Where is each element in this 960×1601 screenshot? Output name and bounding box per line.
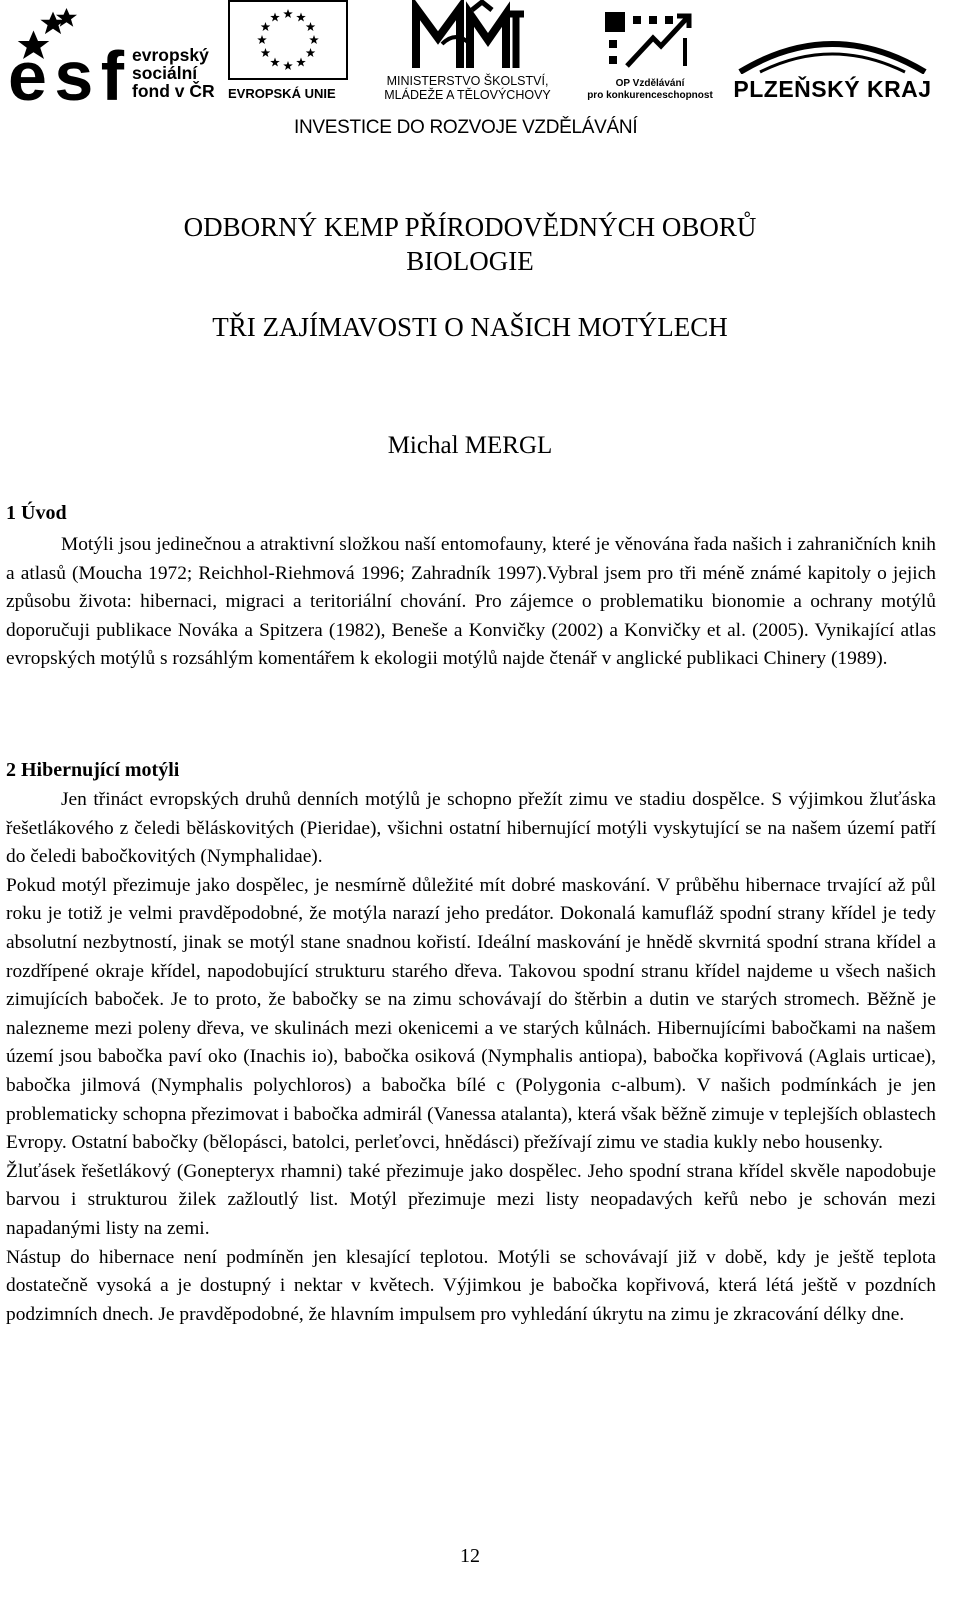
section-body [6,786,936,1329]
esf-caption-line: sociální [132,63,198,83]
paragraph: Jen třináct evropských druhů denních motýlů je schopno přežít zimu ve stadiu dospělce. S výjimkou žluťáska řešetlákového z čeledi běláskovitých (Pieridae), všichni ostatní hibernující motýli vyskytující se na našem území patří do čeledi babočkovitých (Nymphalidae). [6,789,936,868]
paragraph: Nástup do hibernace není podmíněn jen klesající teplotou. Motýli se schovávají již v době, kdy je ještě teplota dostatečně vysoká a je dostupný i nektar v květech. Výjimkou je babočka kopřivová, která létá ještě v pozdních podzimních dnech. Je pravděpodobné, že hlavním impulsem pro vyhledání úkrytu na zimu je zkracování délky dne. [6,1246,936,1325]
eu-logo [228,0,348,105]
esf-caption-line: evropský [132,45,209,65]
section-body [6,531,936,674]
esf-logo [8,8,218,106]
msmt-mark-icon [412,0,524,70]
eu-flag-icon [228,0,348,80]
opvk-caption-line: pro konkurenceschopnost [587,90,713,101]
esf-caption-line: fond v ČR [132,81,215,101]
section-heading: 1 Úvod [6,502,67,524]
opvk-logo [585,10,715,105]
plzensky-kraj-logo [720,30,945,110]
logo-header [0,0,960,152]
paragraph: Žluťásek řešetlákový (Gonepteryx rhamni) také přezimuje jako dospělec. Jeho spodní strana křídel skvěle napodobuje barvou i strukturou žilek zažloutlý list. Motýl přezimuje mezi listy neopadavých keřů nebo je schován mezi napadanými listy na zemi. [6,1160,936,1239]
plzensky-kraj-caption: PLZEŇSKÝ KRAJ [733,76,932,102]
section-heading: 2 Hibernující motýli [6,759,180,781]
esf-mark-icon [8,8,126,106]
msmt-caption-line: MLÁDEŽE A TĚLOVÝCHOVY [384,88,551,102]
page-number: 12 [460,1545,480,1567]
author-name: Michal MERGL [387,432,553,459]
msmt-caption [360,74,575,102]
opvk-caption-line: OP Vzdělávání [615,78,685,89]
msmt-caption-line: MINISTERSTVO ŠKOLSTVÍ, [386,74,549,88]
paragraph: Motýli jsou jedinečnou a atraktivní složkou naší entomofauny, které je věnována řada našich i zahraničních knih a atlasů (Moucha 1972; Reichhol-Riehmová 1996; Zahradník 1997).Vybral jsem pro tři méně známé kapitoly o jejich způsobu života: hibernaci, migraci a teritoriální chování. Pro zájemce o problematiku bionomie a ochrany motýlů doporučuji publikace Nováka a Spitzera (1982), Beneše a Konvičky (2002) a Konvičky et al. (2005). Vynikající atlas evropských motýlů s rozsáhlým komentářem k ekologii motýlů najde čtenář v anglické publikaci Chinery (1989). [6,534,936,670]
esf-caption [132,46,215,100]
paragraph: Pokud motýl přezimuje jako dospělec, je nesmírně důležité mít dobré maskování. V průběhu hibernace trvající až půl roku je totiž je velmi pravděpodobné, že motýla narazí jeho predátor. Dokonalá kamufláž spodní strany křídel je tedy absolutní nezbytností, jinak se motýl stane snadnou kořistí. Ideální maskování je hnědě skvrnitá spodní strana křídel a rozdřípené okraje křídel, napodobující strukturu starého dřeva. Takovou spodní stranu křídel najdeme u všech našich zimujících baboček. Je to proto, že babočky se na zimu schovávají do štěrbin a dutin ve starých stromech. Běžně je nalezneme mezi poleny dřeva, ve skulinách mezi okenicemi a ve starých kůlnách. Hibernujícími babočkami na našem území jsou babočka paví oko (Inachis io), babočka osiková (Nymphalis antiopa), babočka kopřivová (Aglais urticae), babočka jilmová (Nymphalis polychloros) a babočka bílé c (Polygonia c-album). V našich podmínkách je jen problematicky schopna přezimovat i babočka admirál (Vanessa atalanta), která však běžně zimuje v teplejších oblastech Evropy. Ostatní babočky (bělopásci, batolci, perleťovci, hnědásci) přežívají zimu ve stadia kukly nebo housenky. [6,874,936,1154]
document-title-line-1: ODBORNÝ KEMP PŘÍRODOVĚDNÝCH OBORŮ [183,212,757,242]
esf-mark-text: esf [8,37,124,106]
document-subtitle: TŘI ZAJÍMAVOSTI O NAŠICH MOTÝLECH [212,312,728,342]
eu-caption: EVROPSKÁ UNIE [228,86,336,101]
investice-tagline: INVESTICE DO ROZVOJE VZDĚLÁVÁNÍ [294,117,638,138]
msmt-logo [360,0,575,105]
opvk-mark-icon [603,10,693,72]
plzensky-kraj-arc-icon [720,30,945,74]
opvk-caption [585,78,715,102]
document-title-line-2: BIOLOGIE [406,246,534,276]
